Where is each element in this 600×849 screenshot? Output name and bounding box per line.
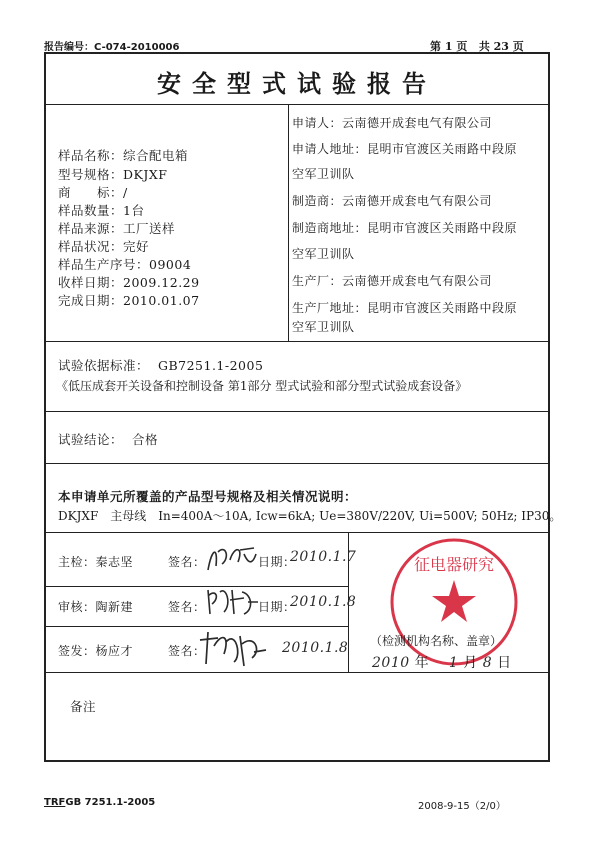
sample-brand-value: / (123, 185, 128, 200)
page-title: 安全型式试验报告 (157, 69, 437, 98)
sample-status-row (58, 237, 149, 255)
factory-row (292, 272, 492, 289)
stamp-year-char: 年 (414, 655, 430, 671)
footer-version: 2008-9-15（2/0） (418, 801, 506, 812)
page-current: 第 1 页 (430, 40, 468, 53)
report-number-value: C-074-2010006 (94, 42, 180, 53)
report-number (44, 38, 179, 53)
applicant-row (292, 114, 492, 131)
maker-value: 云南德开成套电气有限公司 (342, 194, 493, 208)
stamp-year: 2010 (372, 655, 410, 671)
approver-date: 2010.1.8 (282, 640, 349, 656)
reviewer-date: 2010.1.8 (290, 594, 357, 610)
footer-standard (44, 797, 155, 808)
sample-model-row (58, 165, 167, 183)
approver-signature (196, 626, 270, 670)
applicant-value: 云南德开成套电气有限公司 (342, 116, 493, 130)
sample-status-label: 样品状况： (58, 239, 124, 254)
stamp-date (372, 652, 512, 672)
sample-name-row (58, 146, 188, 164)
sample-source-row (58, 219, 175, 237)
footer-standard-code: GB 7251.1-2005 (65, 797, 156, 808)
sample-qty-label: 样品数量： (58, 203, 124, 218)
maker-address-label: 制造商地址： (292, 221, 368, 235)
sample-serial-row (58, 255, 191, 273)
footer-trf-code: TRF (44, 797, 66, 808)
applicant-address-line1: 昆明市官渡区关雨路中段原 (367, 142, 518, 156)
applicant-address-line2: 空军卫训队 (292, 167, 355, 181)
reviewer-signature (204, 584, 260, 620)
sample-model-value: DKJXF (123, 167, 168, 182)
approver-row (58, 642, 133, 659)
maker-label: 制造商： (292, 194, 343, 208)
stamp-day-char: 日 (497, 655, 512, 671)
chief-row (58, 553, 133, 570)
standard-name: 《低压成套开关设备和控制设备 第1部分 型式试验和部分型式试验成套设备》 (56, 379, 468, 393)
conclusion-row (58, 430, 158, 448)
conclusion-divider (44, 463, 550, 464)
remarks-label: 备注 (70, 699, 97, 714)
reviewer-date-label: 日期： (258, 600, 296, 614)
page-total: 共 23 页 (478, 40, 524, 53)
report-number-label: 报告编号： (44, 42, 94, 53)
coverage-detail: DKJXF 主母线 In=400A～10A, Icw=6kA; Ue=380V/220V, Ui=500V; 50Hz; IP30。 (58, 509, 562, 523)
maker-address-line1: 昆明市官渡区关雨路中段原 (367, 221, 518, 235)
chief-label: 主检： (58, 555, 96, 569)
chief-signature (204, 540, 260, 576)
stamp-day: 8 (482, 655, 493, 671)
sample-received-label: 收样日期： (58, 275, 124, 290)
stamp-month-char: 月 (463, 655, 478, 671)
approver-name: 杨应才 (95, 644, 134, 658)
applicant-address-row (292, 140, 517, 157)
chief-date: 2010.1.7 (290, 549, 357, 565)
factory-label: 生产厂： (292, 274, 343, 288)
coverage-heading: 本申请单元所覆盖的产品型号规格及相关情况说明： (58, 489, 358, 504)
sample-name-label: 样品名称： (58, 148, 124, 163)
chief-date-label: 日期： (258, 555, 296, 569)
chief-divider (44, 586, 348, 587)
sample-qty-value: 1台 (123, 203, 145, 218)
factory-address-line1: 昆明市官渡区关雨路中段原 (367, 301, 518, 315)
sample-completed-row (58, 291, 200, 309)
approver-sign-label: 签名： (168, 644, 206, 658)
factory-address-label: 生产厂地址： (292, 301, 368, 315)
applicant-label: 申请人： (292, 116, 343, 130)
chief-name: 秦志坚 (95, 555, 134, 569)
sample-status-value: 完好 (123, 239, 150, 254)
reviewer-row (58, 598, 133, 615)
sample-serial-label: 样品生产序号： (58, 257, 150, 272)
sample-brand-row (58, 183, 128, 201)
sample-received-row (58, 273, 200, 291)
coverage-divider (44, 532, 550, 533)
sample-name-value: 综合配电箱 (123, 148, 189, 163)
seal-text: 征电器研究 (413, 555, 495, 574)
conclusion-value: 合格 (131, 432, 158, 447)
factory-value: 云南德开成套电气有限公司 (342, 274, 493, 288)
sample-source-label: 样品来源： (58, 221, 124, 236)
applicant-address-label: 申请人地址： (292, 142, 368, 156)
maker-address-line2: 空军卫训队 (292, 247, 355, 261)
approver-label: 签发： (58, 644, 96, 658)
sample-model-label: 型号规格： (58, 167, 124, 182)
reviewer-label: 审核： (58, 600, 96, 614)
standard-row (58, 356, 263, 374)
sample-completed-value: 2010.01.07 (123, 293, 200, 308)
info-column-divider (288, 104, 289, 341)
sample-serial-value: 09004 (149, 257, 192, 272)
reviewer-sign-label: 签名： (168, 600, 206, 614)
sample-completed-label: 完成日期： (58, 293, 124, 308)
chief-sign-label: 签名： (168, 555, 206, 569)
reviewer-name: 陶新建 (95, 600, 134, 614)
factory-address-row (292, 299, 517, 316)
sample-received-value: 2009.12.29 (123, 275, 200, 290)
title-divider (44, 104, 550, 105)
standard-code: GB7251.1-2005 (157, 358, 264, 373)
factory-address-line2: 空军卫训队 (292, 320, 355, 334)
stamp-note: （检测机构名称、盖章） (370, 634, 503, 648)
maker-row (292, 192, 492, 209)
sample-brand-label: 商 标： (58, 185, 124, 200)
conclusion-label: 试验结论： (58, 432, 124, 447)
sample-qty-row (58, 201, 144, 219)
stamp-month: 1 (448, 655, 459, 671)
sample-source-value: 工厂送样 (123, 221, 176, 236)
standard-divider (44, 411, 550, 412)
maker-address-row (292, 219, 517, 236)
standard-label: 试验依据标准： (58, 358, 150, 373)
info-divider (44, 341, 550, 342)
approver-divider (44, 672, 550, 673)
